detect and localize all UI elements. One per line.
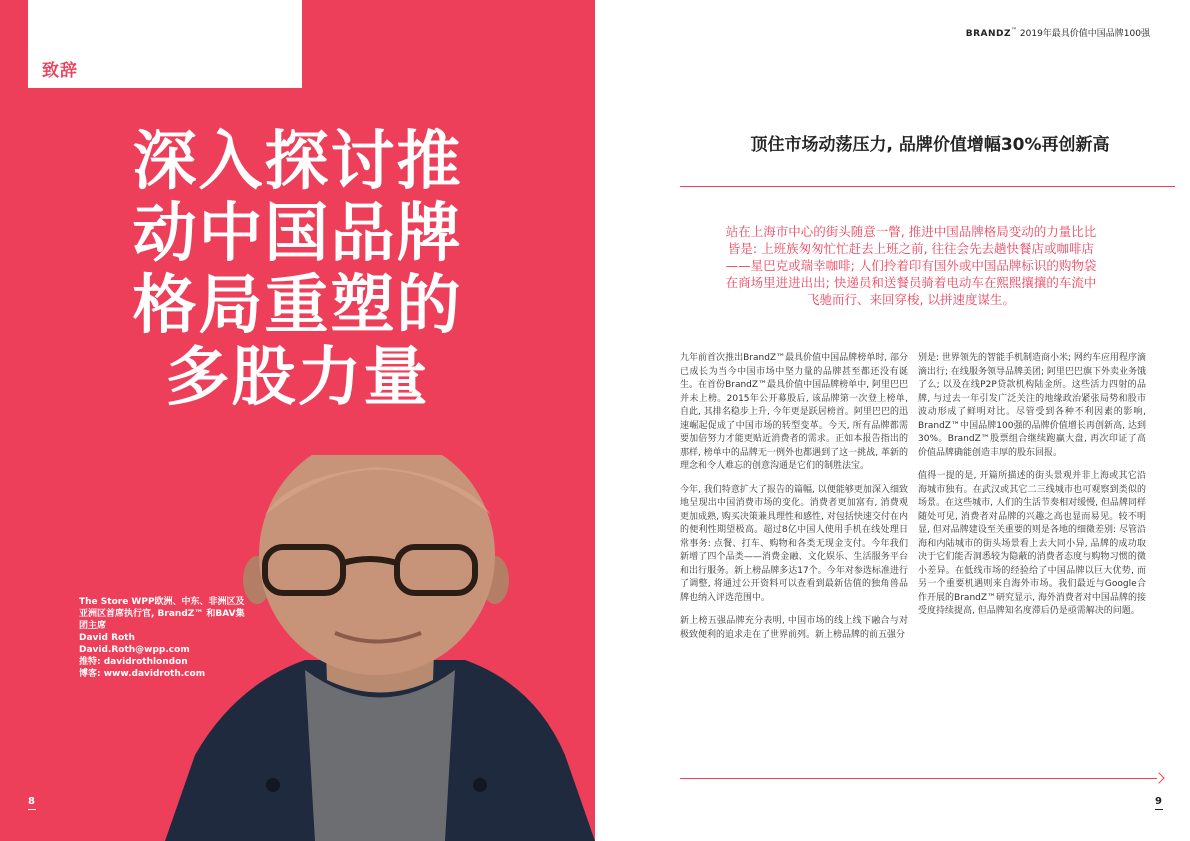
caption-role: 亚洲区首席执行官, BrandZ™ 和BAV集 xyxy=(79,609,245,619)
caption-role: The Store WPP欧洲、中东、非洲区及 xyxy=(79,597,245,607)
caption-blog: 博客: www.davidroth.com xyxy=(79,669,206,679)
divider-top xyxy=(680,186,1175,187)
headline-line: 多股力量 xyxy=(165,341,430,415)
body-paragraph: 九年前首次推出BrandZ™最具价值中国品牌榜单时, 部分已成长为当今中国市场中坚力量的品牌甚至都还没有诞生。在首份BrandZ™最具价值中国品牌榜单中, 阿里巴巴并未上榜。2015年公开募股后, 该品牌第一次登上榜单, 自此, 其排名稳步上升, 今年更是跃居榜首。阿里巴巴的迅速崛起促成了中国市场的转型变革。今天, 所有品牌都需要加倍努力才能更贴近消费者的需求。正如本报告指出的那样, 榜单中的品牌无一例外也都遇到了这一挑战, 革新的理念和令人难忘的创意沟通是它们的制胜法宝。 xyxy=(680,353,908,471)
headline xyxy=(0,126,595,414)
headline-line: 格局重塑的 xyxy=(132,269,463,343)
subtitle: 顶住市场动荡压力, 品牌价值增幅30%再创新高 xyxy=(750,135,1110,155)
body-column-2 xyxy=(918,352,1146,629)
caption-twitter: 推特: davidrothlondon xyxy=(79,657,188,667)
section-tag-box xyxy=(28,0,302,88)
headline-line: 动中国品牌 xyxy=(132,197,463,271)
body-paragraph: 值得一提的是, 开篇所描述的街头景观并非上海或其它沿海城市独有。在武汉或其它二三线城市也可观察到类似的场景。在这些城市, 人们的生活节奏相对缓慢, 但品牌同样随处可见, 消费者对品牌的兴趣之高也显而易见。较不明显, 但对品牌建设至关重要的则是各地的细微差别: 尽管沿海和内陆城市的街头场景看上去大同小异, 品牌的成功取决于它们能否洞悉较为隐蔽的消费者态度与购物习惯的微小差异。在低线市场的经验给了中国品牌以巨大优势, 而另一个重要机遇则来自海外市场。我们最近与Google合作开展的BrandZ™研究显示, 海外消费者对中国品牌的接受度持续提高, 但品牌知名度滞后仍是亟需解决的问题。 xyxy=(918,471,1146,616)
caption-email: David.Roth@wpp.com xyxy=(79,645,190,655)
caption-name: David Roth xyxy=(79,633,135,643)
lede-paragraph: 站在上海市中心的街头随意一瞥, 推进中国品牌格局变动的力量比比皆是: 上班族匆匆忙忙赶去上班之前, 往往会先去趟快餐店或咖啡店——星巴克或瑞幸咖啡; 人们拎着印有国外或中国品牌标识的购物袋在商场里进进出出; 快递员和送餐员骑着电动车在熙熙攘攘的车流中飞驰而行、来回穿梭, 以拼速度谋生。 xyxy=(725,224,1097,307)
divider-bottom xyxy=(680,778,1157,779)
page-number-left: 8 xyxy=(28,796,36,810)
body-paragraph: 新上榜五强品牌充分表明, 中国市场的线上线下融合与对极致便利的追求走在了世界前列。新上榜品牌的前五强分 xyxy=(680,616,908,640)
running-header-brand: BRANDZ xyxy=(965,29,1012,39)
caption-role: 团主席 xyxy=(79,621,107,631)
page-number-right: 9 xyxy=(1155,796,1163,810)
portrait-caption xyxy=(79,596,249,680)
body-column-1 xyxy=(680,352,908,652)
body-paragraph: 今年, 我们特意扩大了报告的篇幅, 以便能够更加深入细致地呈现出中国消费市场的变化。消费者更加富有, 消费观更加成熟, 购买决策兼具理性和感性, 对包括快速交付在内的便利性期望极高。超过8亿中国人使用手机在线处理日常事务: 点餐、打车、购物和各类无现金支付。今年我们新增了四个品类——消费金融、文化娱乐、生活服务平台和出行服务。新上榜品牌多达17个。今年对参选标准进行了调整, 将通过公开资料可以查看到最新估值的独角兽品牌也纳入评选范围中。 xyxy=(680,484,908,603)
right-page xyxy=(595,0,1190,841)
arrow-right-icon xyxy=(1153,772,1164,783)
running-header-tm: ™ xyxy=(1011,27,1018,34)
section-tag: 致辞 xyxy=(42,61,78,81)
running-header-title: 2019年最具价值中国品牌100强 xyxy=(1019,29,1150,39)
body-paragraph: 别是: 世界领先的智能手机制造商小米; 网约车应用程序滴滴出行; 在线服务领导品牌美团; 阿里巴巴旗下外卖业务饿了么; 以及在线P2P贷款机构陆金所。这些活力四射的品牌, 与过去一年引发广泛关注的地缘政治紧张局势和股市波动形成了鲜明对比。尽管受到各种不利因素的影响, BrandZ™中国品牌100强的品牌价值增长再创新高, 达到30%。BrandZ™股票组合继续跑赢大盘, 再次印证了高价值品牌确能创造丰厚的股东回报。 xyxy=(918,353,1146,458)
running-header xyxy=(966,26,1150,39)
headline-line: 深入探讨推 xyxy=(132,125,463,199)
